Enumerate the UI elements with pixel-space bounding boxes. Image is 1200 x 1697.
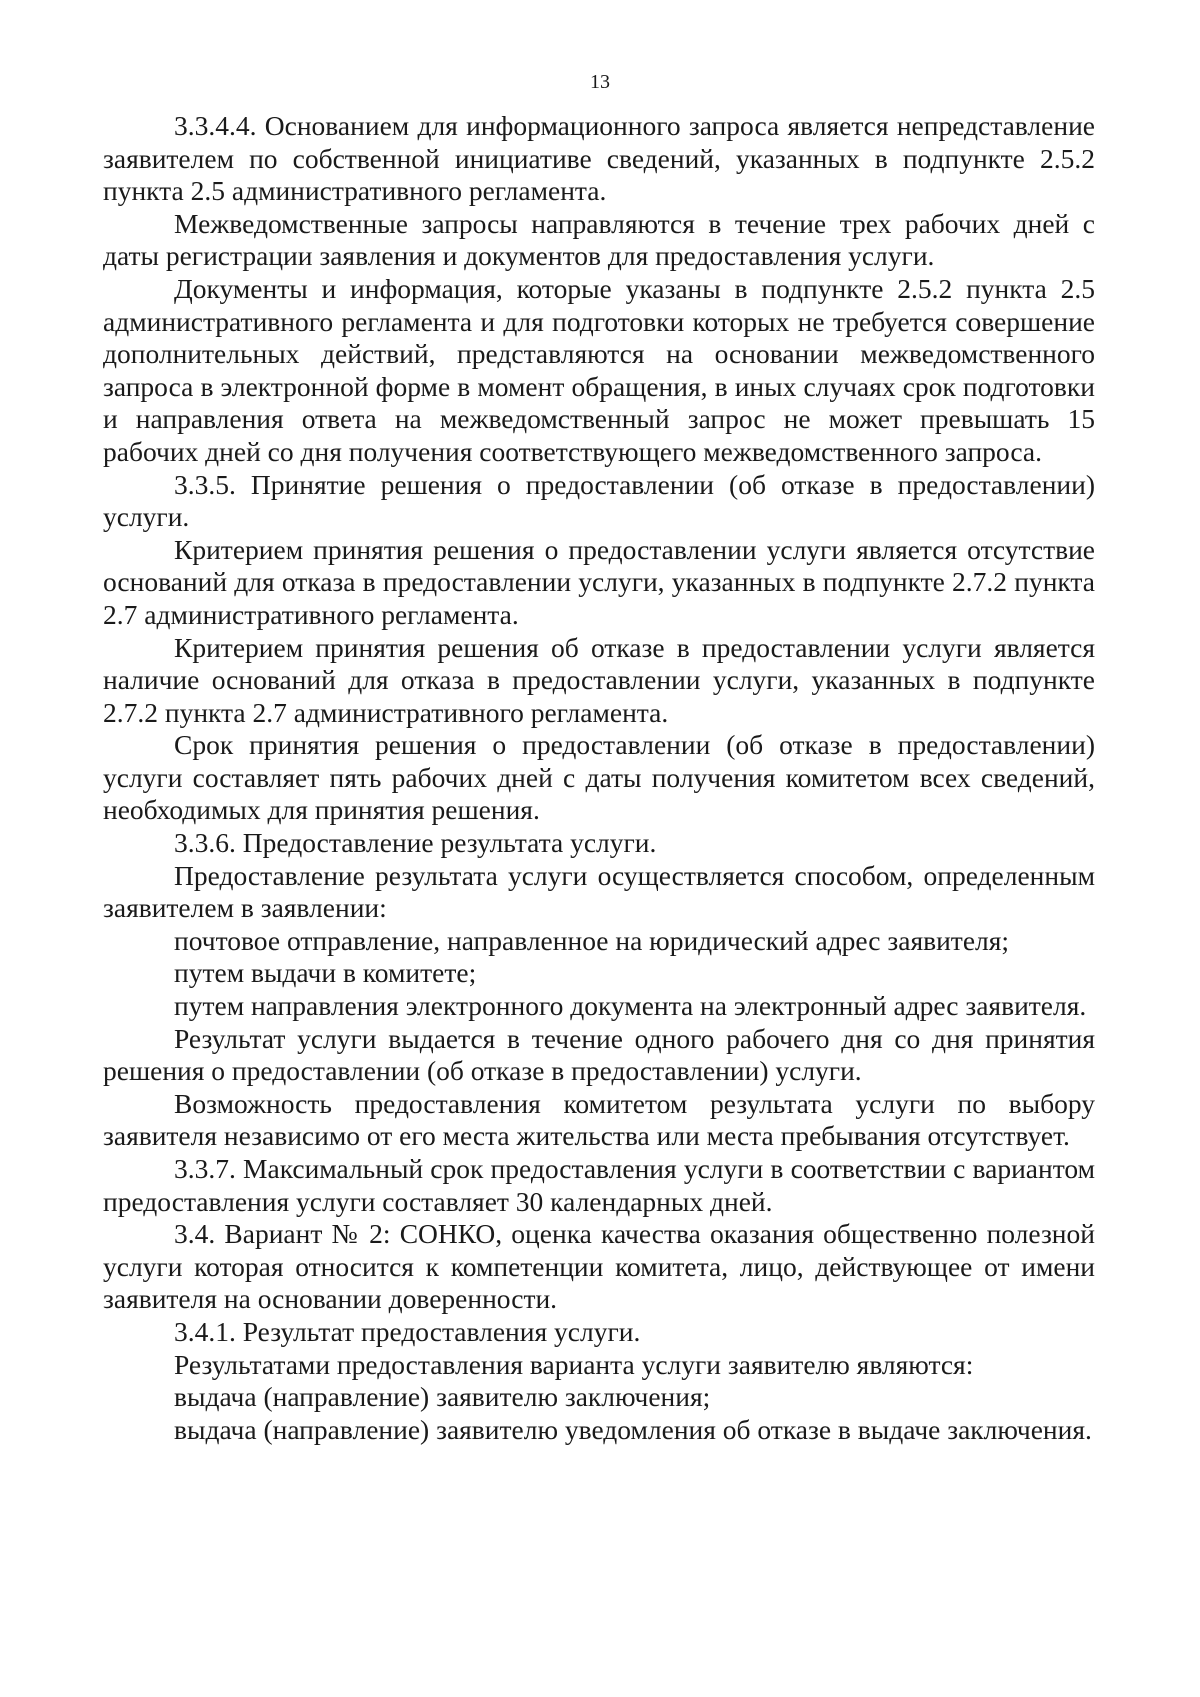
paragraph-3-4: 3.4. Вариант № 2: СОНКО, оценка качества оказания общественно полезной услуги которая относится к компетенции комитета, лицо, действующее от имени заявителя на основании доверенности. — [103, 1218, 1095, 1315]
paragraph-results-list-intro: Результатами предоставления варианта услуги заявителю являются: — [174, 1348, 974, 1380]
paragraph-3-3-6: 3.3.6. Предоставление результата услуги. — [174, 827, 657, 859]
page-number: 13 — [590, 71, 610, 93]
paragraph-result-issue-deadline: Результат услуги выдается в течение одного рабочего дня со дня принятия решения о предоставлении (об отказе в предоставлении) услуги. — [103, 1022, 1095, 1087]
paragraph-interagency-requests-deadline: Межведомственные запросы направляются в течение трех рабочих дней с даты регистрации заявления и документов для предоставления услуги. — [103, 207, 1095, 272]
paragraph-result-delivery-method: Предоставление результата услуги осуществляется способом, определенным заявителем в заявлении: — [103, 859, 1095, 924]
list-item-in-committee: путем выдачи в комитете; — [174, 957, 477, 989]
list-item-conclusion: выдача (направление) заявителю заключения; — [174, 1381, 711, 1413]
list-item-electronic: путем направления электронного документа на электронный адрес заявителя. — [174, 990, 1087, 1022]
paragraph-decision-deadline: Срок принятия решения о предоставлении (об отказе в предоставлении) услуги составляет пять рабочих дней с даты получения комитетом всех сведений, необходимых для принятия решения. — [103, 729, 1095, 826]
paragraph-3-3-5: 3.3.5. Принятие решения о предоставлении (об отказе в предоставлении) услуги. — [103, 468, 1095, 533]
paragraph-extraterritorial: Возможность предоставления комитетом результата услуги по выбору заявителя независимо от его места жительства или места пребывания отсутствует. — [103, 1087, 1095, 1152]
paragraph-3-3-4-4: 3.3.4.4. Основанием для информационного запроса является непредставление заявителем по собственной инициативе сведений, указанных в подпункте 2.5.2 пункта 2.5 административного регламента. — [103, 110, 1095, 207]
paragraph-criterion-grant: Критерием принятия решения о предоставлении услуги является отсутствие оснований для отказа в предоставлении услуги, указанных в подпункте 2.7.2 пункта 2.7 административного регламента. — [103, 533, 1095, 630]
paragraph-criterion-refusal: Критерием принятия решения об отказе в предоставлении услуги является наличие оснований для отказа в предоставлении услуги, указанных в подпункте 2.7.2 пункта 2.7 административного регламента. — [103, 631, 1095, 728]
list-item-postal: почтовое отправление, направленное на юридический адрес заявителя; — [174, 924, 1010, 956]
document-body — [103, 110, 1095, 1446]
paragraph-documents-and-information: Документы и информация, которые указаны в подпункте 2.5.2 пункта 2.5 административного регламента и для подготовки которых не требуется совершение дополнительных действий, представляются на основании межведомственного запроса в электронной форме в момент обращения, в иных случаях срок подготовки и направления ответа на межведомственный запрос не может превышать 15 рабочих дней со дня получения соответствующего межведомственного запроса. — [103, 272, 1095, 467]
paragraph-3-4-1: 3.4.1. Результат предоставления услуги. — [174, 1315, 641, 1347]
paragraph-3-3-7: 3.3.7. Максимальный срок предоставления услуги в соответствии с вариантом предоставления услуги составляет 30 календарных дней. — [103, 1153, 1095, 1217]
list-item-refusal-notice: выдача (направление) заявителю уведомления об отказе в выдаче заключения. — [174, 1413, 1092, 1445]
